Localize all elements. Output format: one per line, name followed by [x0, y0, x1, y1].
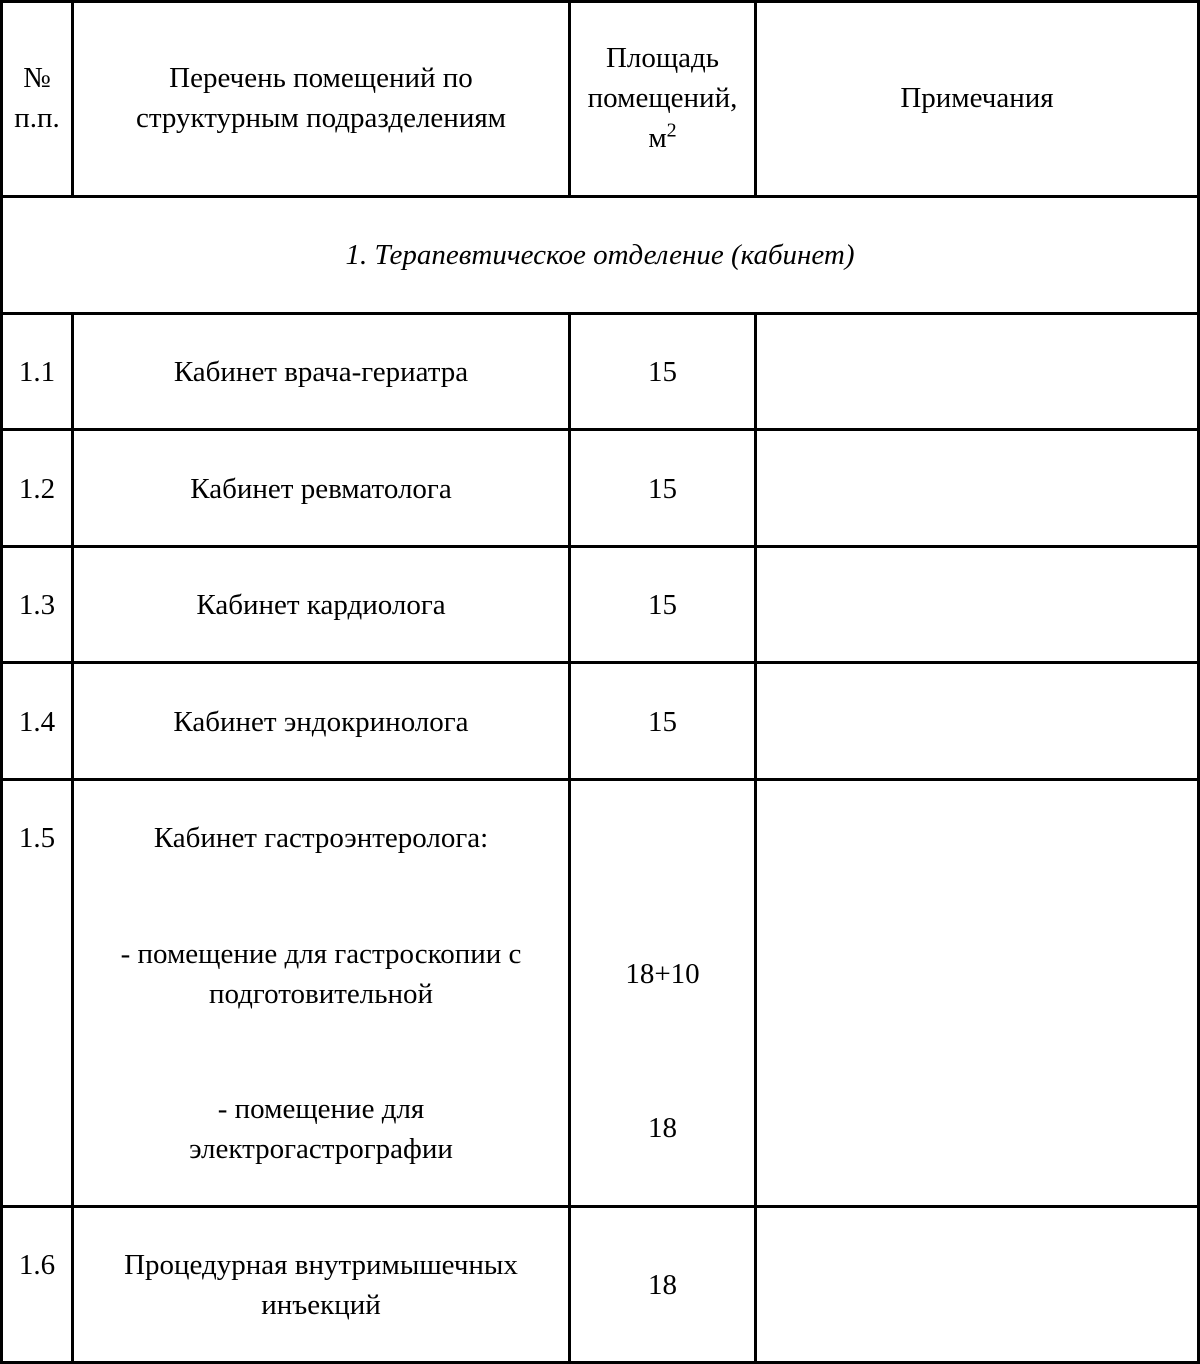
header-area-line1: Площадь	[605, 42, 720, 74]
header-num-line1: №	[23, 62, 51, 94]
table-border	[0, 778, 1200, 781]
table-border	[0, 545, 1200, 548]
header-area-unit-sup: 2	[666, 119, 677, 142]
header-area	[571, 38, 754, 158]
row-1-1-area: 15	[648, 356, 677, 388]
table-border	[0, 0, 1200, 3]
row-1-4-name: Кабинет эндокринолога	[173, 706, 469, 738]
header-area-line2: помещений,	[587, 82, 738, 114]
row-1-1-num: 1.1	[18, 356, 56, 388]
row-1-5-sub1-area: 18+10	[625, 958, 700, 990]
row-1-2-num: 1.2	[18, 473, 56, 505]
row-1-6-area: 18	[648, 1269, 677, 1301]
section-title	[3, 235, 1197, 275]
row-1-5-name: Кабинет гастроэнтеролога:	[153, 822, 489, 854]
header-num-line2: п.п.	[14, 102, 60, 134]
header-list-line2: структурным подразделениям	[135, 102, 507, 134]
header-list-line1: Перечень помещений по	[169, 62, 473, 94]
row-1-5-sub2-area: 18	[648, 1112, 677, 1144]
table-border	[0, 312, 1200, 315]
row-1-5-sub1-line2: подготовительной	[208, 978, 433, 1010]
header-notes	[757, 78, 1197, 118]
header-area-unit-text: м	[648, 122, 667, 154]
row-1-5-sub1-line1: - помещение для гастроскопии с	[120, 938, 522, 970]
row-1-5-sub2-line1: - помещение для	[217, 1093, 425, 1125]
row-1-6-name-line1: Процедурная внутримышечных	[124, 1249, 518, 1281]
row-1-1-name: Кабинет врача-гериатра	[173, 356, 469, 388]
row-1-5-sub1	[74, 934, 568, 1014]
table-border	[0, 1205, 1200, 1208]
column-divider	[754, 312, 757, 1364]
table-border	[0, 661, 1200, 664]
row-1-2-name: Кабинет ревматолога	[190, 473, 452, 505]
row-1-5-sub2-line2: электрогастрографии	[189, 1133, 453, 1165]
header-list	[74, 58, 568, 138]
header-notes-text: Примечания	[900, 82, 1054, 114]
row-1-3-num: 1.3	[18, 589, 56, 621]
header-area-unit	[571, 118, 754, 158]
row-1-3-area: 15	[648, 589, 677, 621]
row-1-5-num: 1.5	[18, 822, 56, 854]
row-1-3-name: Кабинет кардиолога	[196, 589, 446, 621]
table-border	[0, 195, 1200, 198]
table-border	[0, 0, 3, 1364]
row-1-2-area: 15	[648, 473, 677, 505]
row-1-6-name-line2: инъекций	[261, 1289, 381, 1321]
row-1-6-name	[74, 1245, 568, 1325]
row-1-4-num: 1.4	[18, 706, 56, 738]
header-num	[3, 58, 71, 138]
section-title-text: 1. Терапевтическое отделение (кабинет)	[345, 239, 855, 271]
row-1-4-area: 15	[648, 706, 677, 738]
row-1-5-sub2	[74, 1089, 568, 1169]
table-border	[0, 428, 1200, 431]
row-1-6-num: 1.6	[18, 1249, 56, 1281]
